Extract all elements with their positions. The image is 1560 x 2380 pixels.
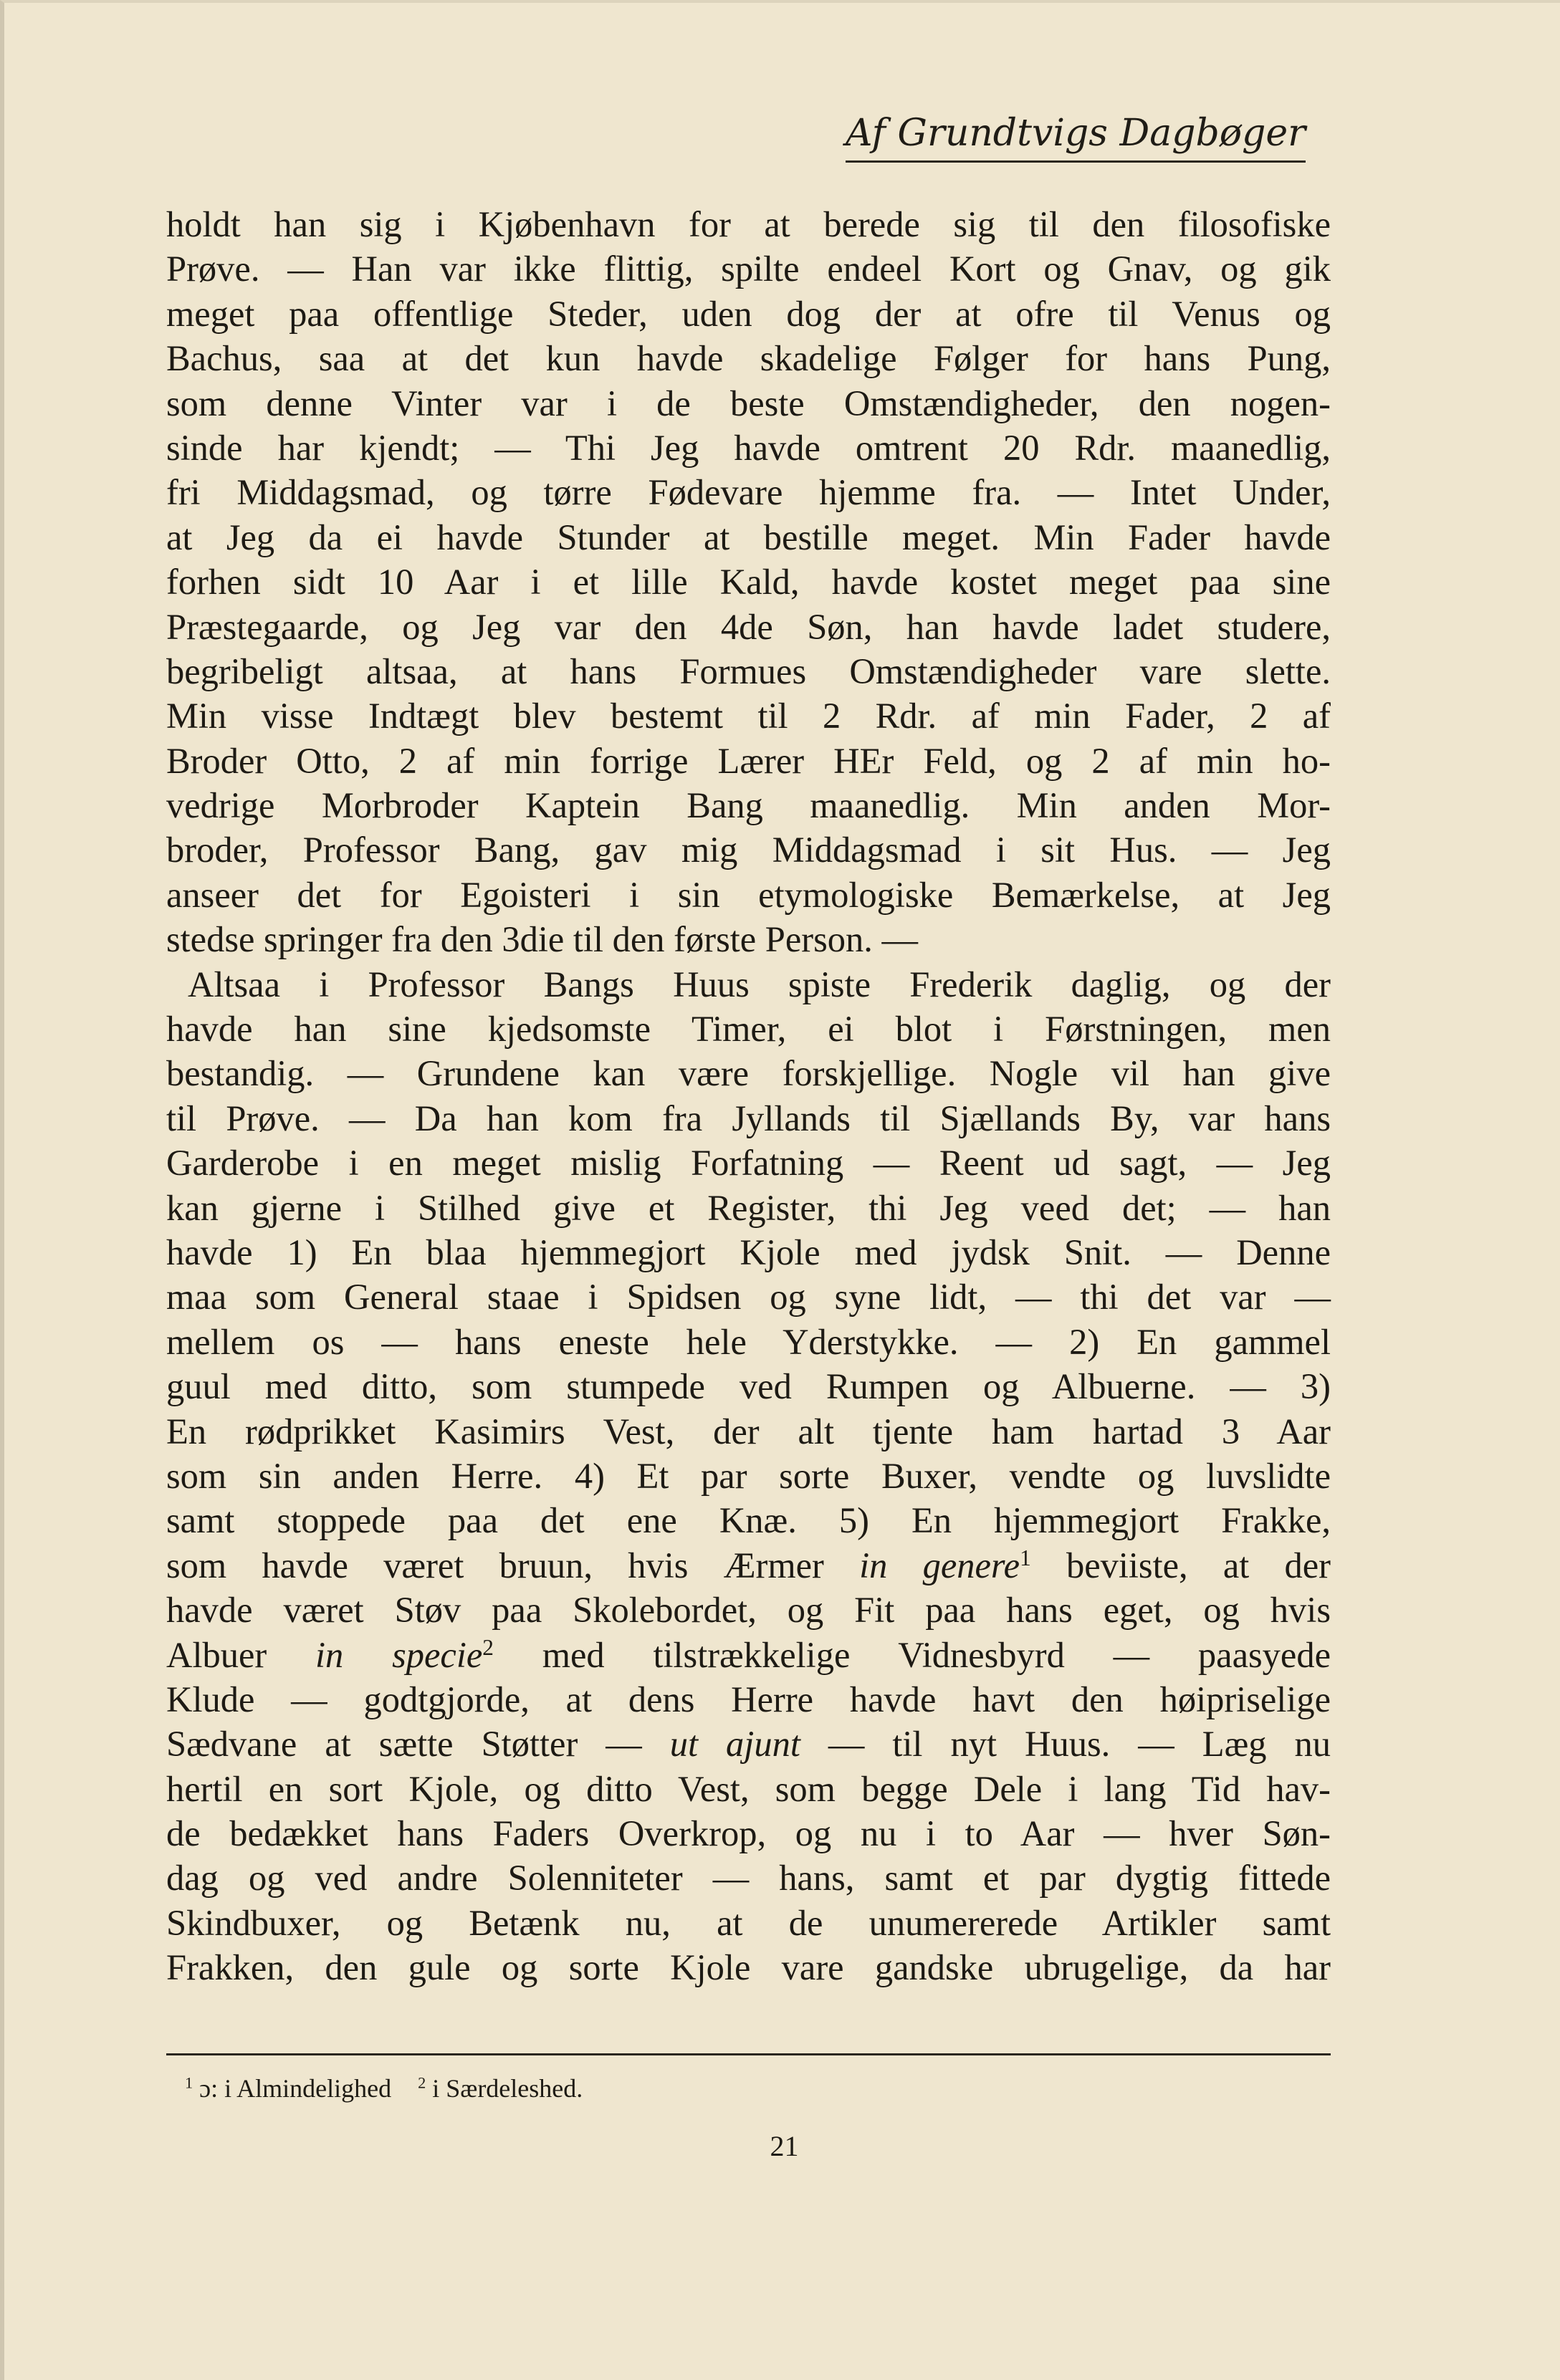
- text-line: [166, 1722, 1331, 1766]
- text-line: fri Middagsmad, og tørre Fødevare hjemme fra. — Intet Under,: [166, 472, 1331, 513]
- text-line: [166, 1543, 1331, 1588]
- text-line: havde han sine kjedsomste Timer, ei blot i Førstningen, men: [166, 1009, 1331, 1050]
- footnotes: [185, 2073, 603, 2103]
- footnote-marker: 1: [185, 2073, 193, 2092]
- text-line: Garderobe i en meget mislig Forfatning — Reent ud sagt, — Jeg: [166, 1143, 1331, 1184]
- text-line: Frakken, den gule og sorte Kjole vare gandske ubrugelige, da har: [166, 1947, 1331, 1988]
- latin-phrase: ut ajunt: [669, 1724, 800, 1765]
- text-line: Prøve. — Han var ikke flittig, spilte endeel Kort og Gnav, og gik: [166, 249, 1331, 289]
- text-line: samt stoppede paa det ene Knæ. 5) En hjemmegjort Frakke,: [166, 1500, 1331, 1541]
- text-line: dag og ved andre Solenniteter — hans, samt et par dygtig fittede: [166, 1858, 1331, 1899]
- line-segment: Albuer: [166, 1634, 316, 1675]
- text-line: Klude — godtgjorde, at dens Herre havde havt den høipriselige: [166, 1679, 1331, 1719]
- footnote-ref: 1: [1020, 1545, 1031, 1570]
- text-line: som sin anden Herre. 4) Et par sorte Buxer, vendte og luvslidte: [166, 1455, 1331, 1496]
- text-line: broder, Professor Bang, gav mig Middagsmad i sit Hus. — Jeg: [166, 830, 1331, 870]
- text-line: kan gjerne i Stilhed give et Register, thi Jeg veed det; — han: [166, 1187, 1331, 1228]
- text-line: holdt han sig i Kjøbenhavn for at berede sig til den filosofiske: [166, 204, 1331, 244]
- text-line: Min visse Indtægt blev bestemt til 2 Rdr. af min Fader, 2 af: [166, 696, 1331, 736]
- running-header: Af Grundtvigs Dagbøger: [846, 112, 1306, 163]
- footnote-1: [185, 2074, 391, 2103]
- footnote-text: i Særdeleshed.: [432, 2074, 583, 2103]
- text-line: Broder Otto, 2 af min forrige Lærer HEr Feld, og 2 af min ho-: [166, 740, 1331, 781]
- text-line: forhen sidt 10 Aar i et lille Kald, havde kostet meget paa sine: [166, 562, 1331, 603]
- line-segment: — til nyt Huus. — Læg nu: [800, 1724, 1331, 1765]
- text-line: meget paa offentlige Steder, uden dog der at ofre til Venus og: [166, 293, 1331, 334]
- text-line: de bedækket hans Faders Overkrop, og nu i to Aar — hver Søn-: [166, 1813, 1331, 1854]
- line-segment: Sædvane at sætte Støtter —: [166, 1724, 670, 1765]
- text-line: vedrige Morbroder Kaptein Bang maanedlig. Min anden Mor-: [166, 785, 1331, 826]
- paragraph-start-line: Altsaa i Professor Bangs Huus spiste Frederik daglig, og der: [188, 964, 1331, 1004]
- text-line: havde været Støv paa Skolebordet, og Fit paa hans eget, og hvis: [166, 1590, 1331, 1631]
- footnote-2: [418, 2074, 583, 2103]
- footnote-text: ɔ: i Almindelighed: [199, 2074, 392, 2103]
- line-segment: som havde været bruun, hvis Ærmer: [166, 1545, 824, 1585]
- text-line: En rødprikket Kasimirs Vest, der alt tjente ham hartad 3 Aar: [166, 1411, 1331, 1451]
- text-line: anseer det for Egoisteri i sin etymologiske Bemærkelse, at Jeg: [166, 874, 1331, 915]
- body-text: [166, 202, 1331, 1990]
- footnote-marker: 2: [418, 2073, 426, 2092]
- text-line: havde 1) En blaa hjemmegjort Kjole med jydsk Snit. — Denne: [166, 1232, 1331, 1272]
- text-line: begribeligt altsaa, at hans Formues Omstændigheder vare slette.: [166, 651, 1331, 691]
- text-line: sinde har kjendt; — Thi Jeg havde omtrent 20 Rdr. maanedlig,: [166, 427, 1331, 468]
- text-line: maa som General staae i Spidsen og syne lidt, — thi det var —: [166, 1277, 1331, 1318]
- text-line: at Jeg da ei havde Stunder at bestille meget. Min Fader havde: [166, 517, 1331, 557]
- footnote-ref: 2: [482, 1634, 494, 1660]
- line-segment: med tilstrækkelige Vidnesbyrd — paasyede: [493, 1634, 1331, 1675]
- text-line: til Prøve. — Da han kom fra Jyllands til Sjællands By, var hans: [166, 1098, 1331, 1138]
- text-line: hertil en sort Kjole, og ditto Vest, som begge Dele i lang Tid hav-: [166, 1768, 1331, 1809]
- text-line: mellem os — hans eneste hele Yderstykke. — 2) En gammel: [166, 1321, 1331, 1362]
- text-line: stedse springer fra den 3die til den første Person. —: [166, 919, 919, 960]
- page-number: 21: [770, 2130, 799, 2162]
- text-line: Præstegaarde, og Jeg var den 4de Søn, han havde ladet studere,: [166, 606, 1331, 647]
- text-line: bestandig. — Grundene kan være forskjellige. Nogle vil han give: [166, 1053, 1331, 1094]
- text-line: [166, 1633, 1331, 1677]
- footnote-divider: [166, 2053, 1331, 2055]
- text-line: Skindbuxer, og Betænk nu, at de unumererede Artikler samt: [166, 1902, 1331, 1943]
- text-line: guul med ditto, som stumpede ved Rumpen og Albuerne. — 3): [166, 1366, 1331, 1407]
- latin-phrase: in genere: [859, 1545, 1020, 1585]
- latin-phrase: in specie: [315, 1634, 483, 1675]
- text-line: som denne Vinter var i de beste Omstændigheder, den nogen-: [166, 383, 1331, 423]
- line-segment: beviiste, at der: [1030, 1545, 1331, 1585]
- text-line: Bachus, saa at det kun havde skadelige Følger for hans Pung,: [166, 338, 1331, 379]
